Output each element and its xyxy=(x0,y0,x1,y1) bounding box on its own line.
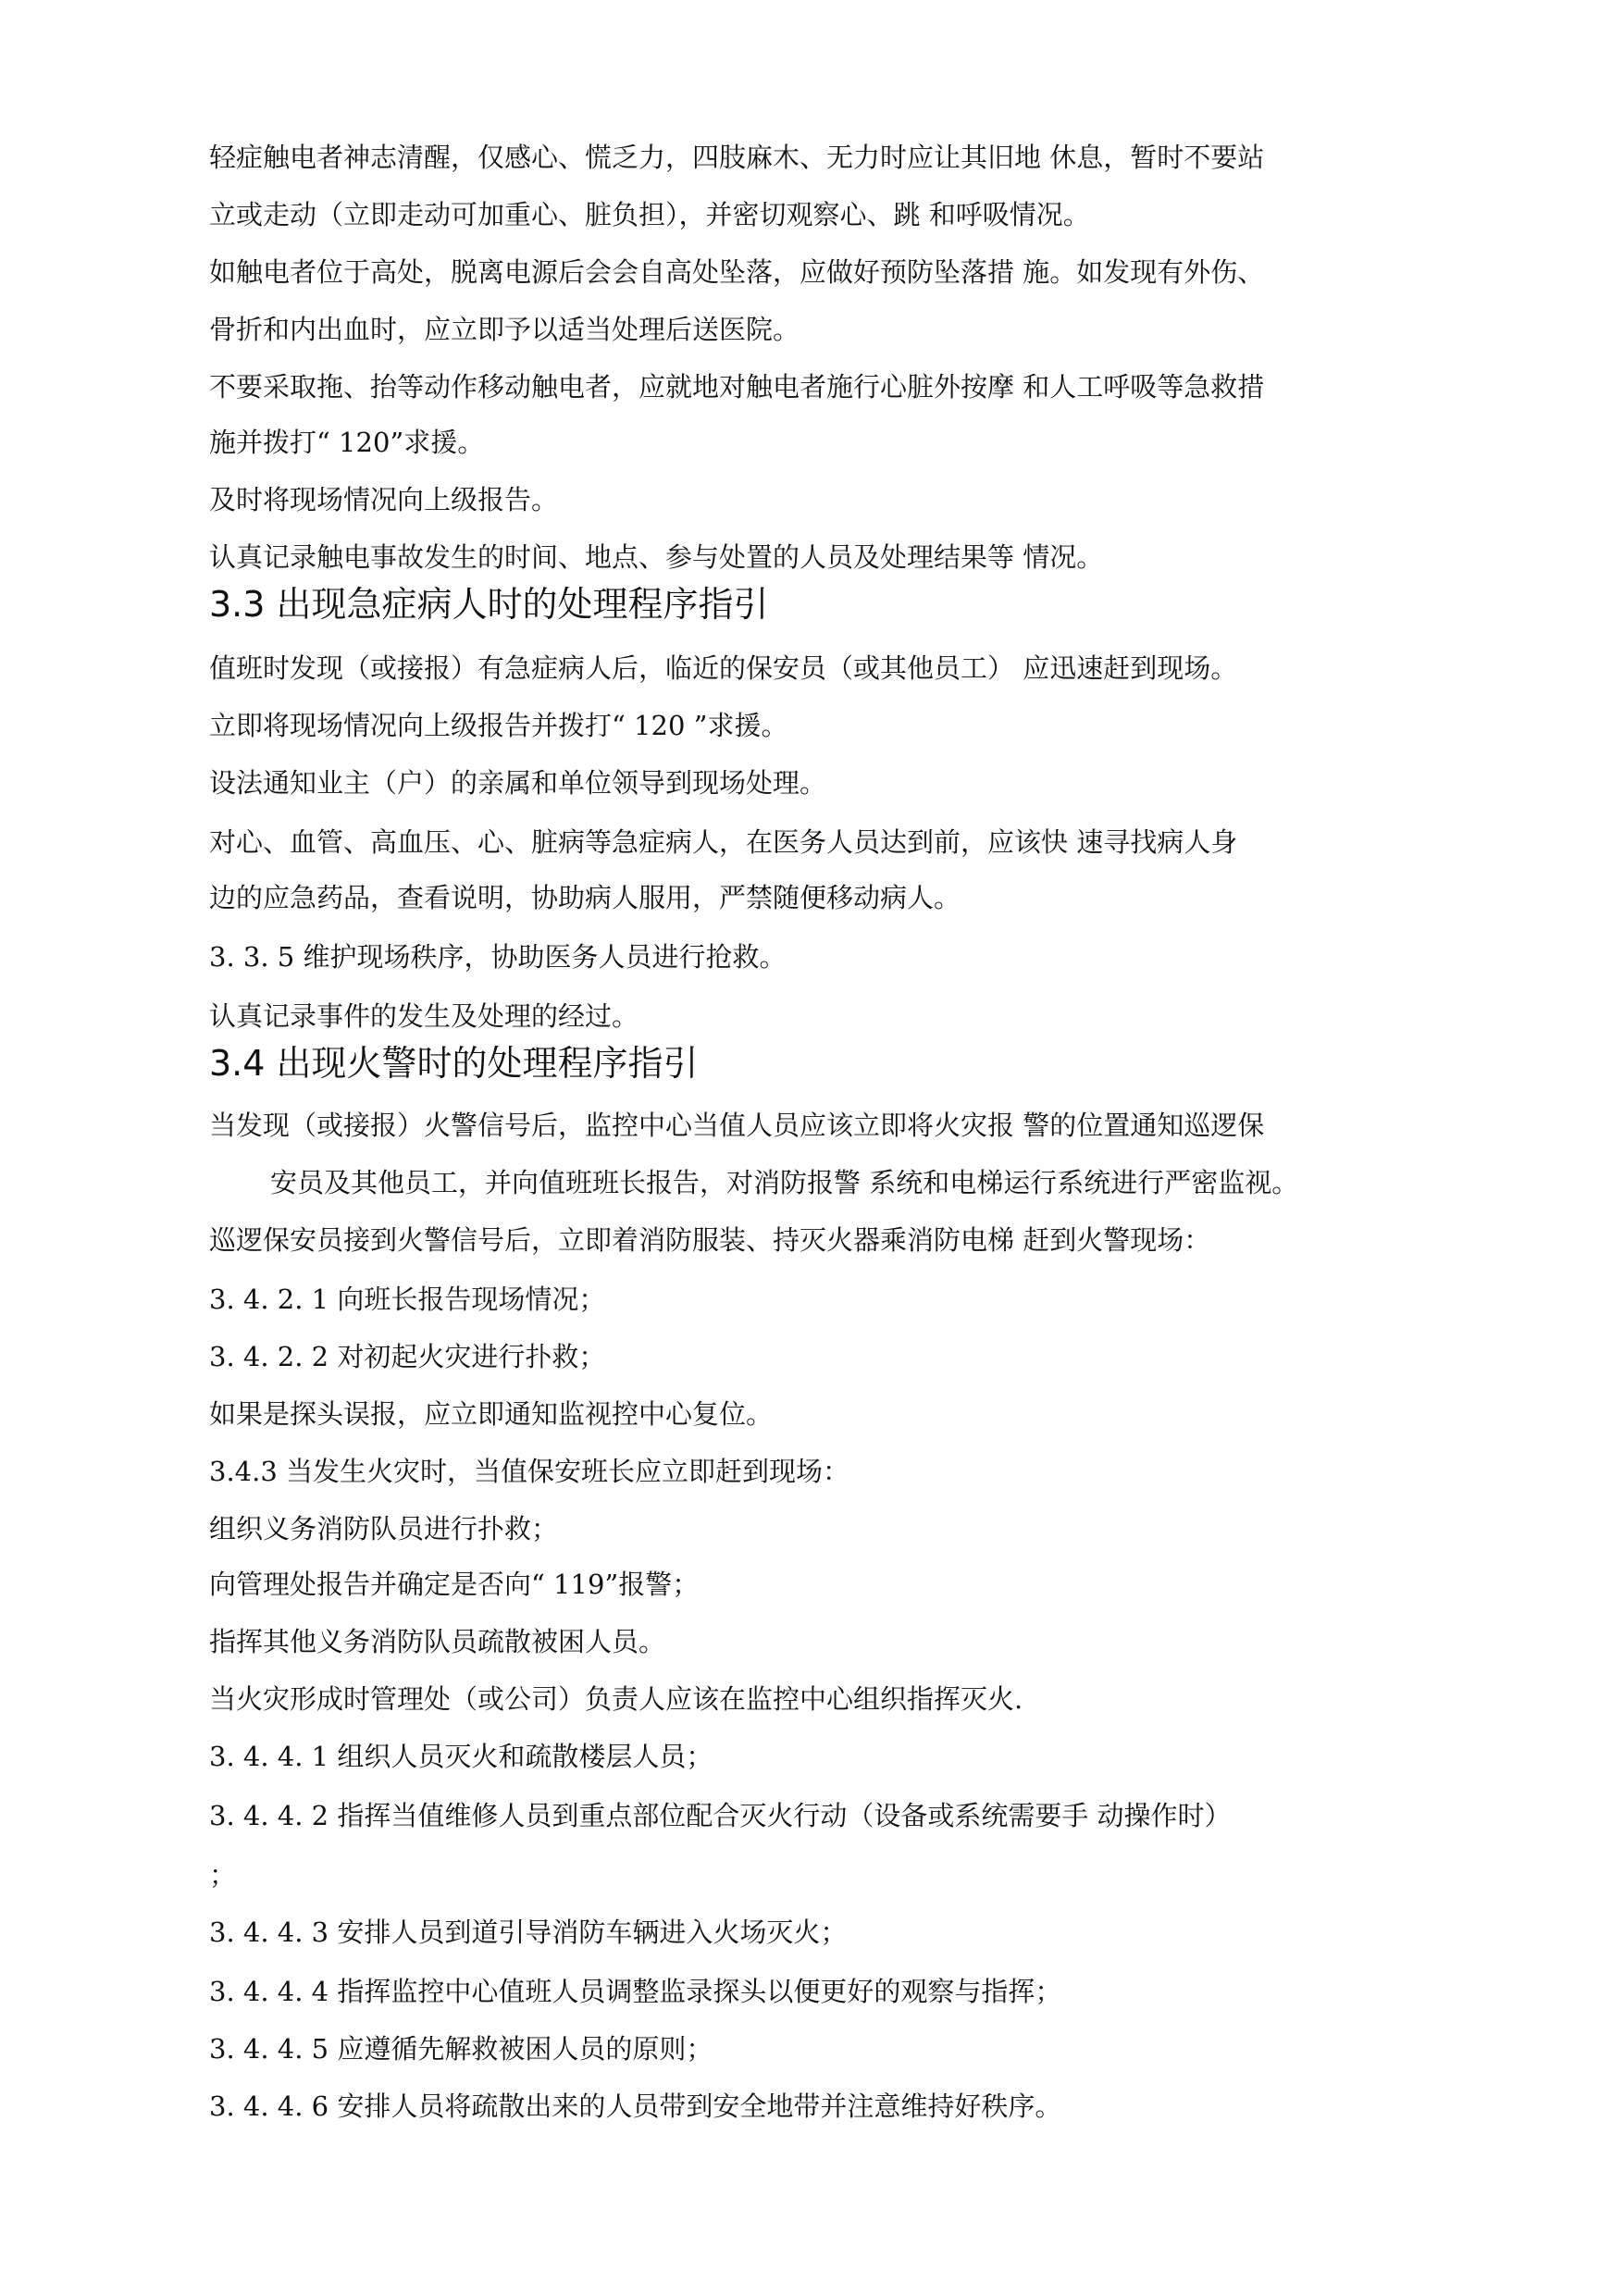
paragraph-line: 轻症触电者神志清醒，仅感心、慌乏力，四肢麻木、无力时应让其旧地 休息，暂时不要站 xyxy=(209,142,1265,173)
list-item: 3. 4. 4. 6 安排人员将疏散出来的人员带到安全地带并注意维持好秩序。 xyxy=(209,2090,1062,2122)
list-item: 3. 4. 4. 5 应遵循先解救被困人员的原则； xyxy=(209,2033,713,2065)
paragraph-line: 及时将现场情况向上级报告。 xyxy=(209,484,559,515)
paragraph-line: 如触电者位于高处，脱离电源后会会自高处坠落，应做好预防坠落措 施。如发现有外伤、 xyxy=(209,256,1265,288)
paragraph-line: ； xyxy=(209,1859,237,1891)
paragraph-line: 指挥其他义务消防队员疏散被困人员。 xyxy=(209,1626,666,1657)
paragraph-line: 3. 3. 5 维护现场秩序，协助医务人员进行抢救。 xyxy=(209,941,787,973)
list-item: 3. 4. 4. 3 安排人员到道引导消防车辆进入火场灭火； xyxy=(209,1917,848,1948)
section-heading-3-3: 3.3 出现急症病人时的处理程序指引 xyxy=(209,584,769,625)
list-item: 3. 4. 4. 4 指挥监控中心值班人员调整监录探头以便更好的观察与指挥； xyxy=(209,1976,1062,2007)
paragraph-line: 安员及其他员工，并向值班班长报告，对消防报警 系统和电梯运行系统进行严密监视。 xyxy=(270,1167,1299,1198)
list-item: 3. 4. 4. 2 指挥当值维修人员到重点部位配合灭火行动（设备或系统需要手 动操作时） xyxy=(209,1800,1232,1831)
list-item: 3. 4. 4. 1 组织人员灭火和疏散楼层人员； xyxy=(209,1741,713,1772)
paragraph-line: 认真记录事件的发生及处理的经过。 xyxy=(209,1000,639,1032)
paragraph-line: 立即将现场情况向上级报告并拨打“ 120 ”求援。 xyxy=(209,710,788,741)
paragraph-line: 当火灾形成时管理处（或公司）负责人应该在监控中心组织指挥灭火. xyxy=(209,1683,1023,1715)
paragraph-line: 立或走动（立即走动可加重心、脏负担），并密切观察心、跳 和呼吸情况。 xyxy=(209,199,1090,230)
paragraph-line: 边的应急药品，查看说明，协助病人服用，严禁随便移动病人。 xyxy=(209,882,961,913)
paragraph-line: 值班时发现（或接报）有急症病人后，临近的保安员（或其他员工） 应迅速赶到现场。 xyxy=(209,652,1238,684)
paragraph-line: 对心、血管、高血压、心、脏病等急症病人，在医务人员达到前，应该快 速寻找病人身 xyxy=(209,826,1238,858)
paragraph-line: 认真记录触电事故发生的时间、地点、参与处置的人员及处理结果等 情况。 xyxy=(209,541,1104,573)
paragraph-line: 骨折和内出血时，应立即予以适当处理后送医院。 xyxy=(209,314,800,345)
paragraph-line: 设法通知业主（户）的亲属和单位领导到现场处理。 xyxy=(209,767,827,799)
paragraph-line: 如果是探头误报，应立即通知监视控中心复位。 xyxy=(209,1398,774,1430)
paragraph-line: 当发现（或接报）火警信号后，监控中心当值人员应该立即将火灾报 警的位置通知巡逻保 xyxy=(209,1110,1265,1141)
paragraph-line: 施并拨打“ 120”求援。 xyxy=(209,427,485,458)
paragraph-line: 组织义务消防队员进行扑救； xyxy=(209,1513,559,1544)
subsection-line: 3.4.3 当发生火灾时，当值保安班长应立即赶到现场： xyxy=(209,1456,850,1487)
paragraph-line: 巡逻保安员接到火警信号后，立即着消防服装、持灭火器乘消防电梯 赶到火警现场： xyxy=(209,1224,1211,1256)
paragraph-line: 不要采取拖、抬等动作移动触电者，应就地对触电者施行心脏外按摩 和人工呼吸等急救措 xyxy=(209,371,1265,403)
list-item: 3. 4. 2. 1 向班长报告现场情况； xyxy=(209,1284,606,1315)
list-item: 3. 4. 2. 2 对初起火灾进行扑救； xyxy=(209,1341,606,1372)
paragraph-line: 向管理处报告并确定是否向“ 119”报警； xyxy=(209,1569,700,1600)
section-heading-3-4: 3.4 出现火警时的处理程序指引 xyxy=(209,1043,699,1084)
